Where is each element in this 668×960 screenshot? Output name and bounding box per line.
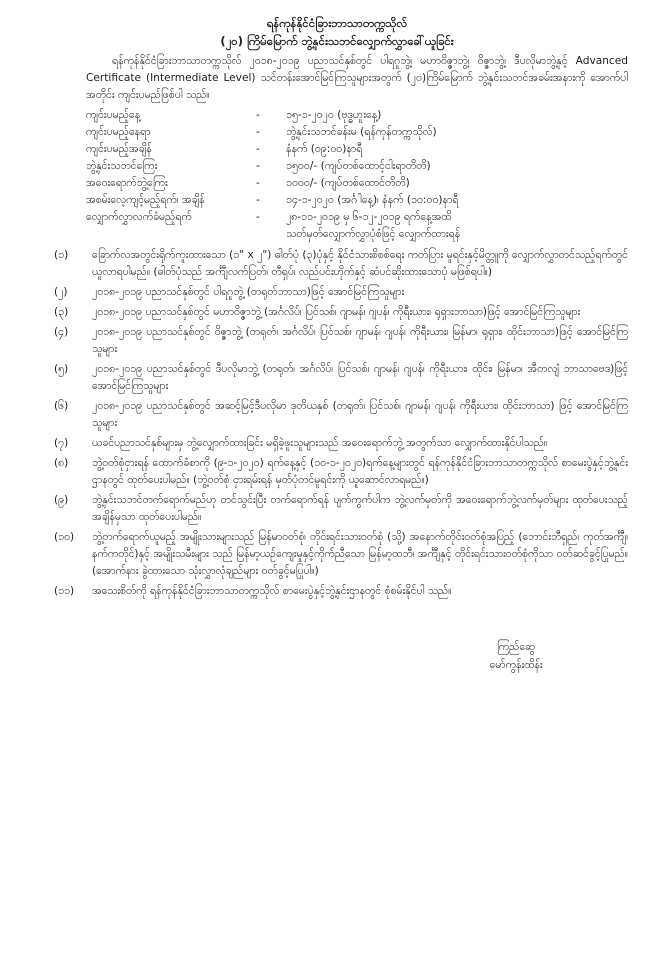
info-row [86,175,628,192]
info-row [86,158,628,175]
item-number: (၇) [54,437,69,449]
item-text: ၂၀၁၈-၂၀၁၉ ပညာသင်နှစ်တွင် ပါရဂူဘွဲ့ (တရုတ်ဘာသာ)ဖြင့် အောင်မြင်ကြသူများ [92,286,405,298]
info-dash: - [256,211,260,223]
info-list [86,107,628,243]
info-label: အဝေးရောက်ဘွဲ့ကြေး [86,177,168,189]
list-item [54,324,628,358]
list-item [54,455,628,489]
intro-paragraph: ရန်ကုန်နိုင်ငံခြားဘာသာတက္ကသိုလ် ၂၀၁၈-၂၀၁၉ ပညာသင်နှစ်တွင် ပါရဂူဘွဲ့၊ မဟာဝိဇ္ဇာဘွဲ့၊ ဝိဇ္ဇာဘွဲ့၊ ဒီပလိုမာဘွဲ့နှင့် Advanced Certificate (Intermediate Level) သင်တန်းအောင်မြင်ကြသူများအတွက် (၂၀)ကြိမ်မြောက် ဘွဲ့နှင်းသဘင်အခမ်းအနားကို အောက်ပါအတိုင်း ကျင်းပမည်ဖြစ်ပါ သည်။ [86,55,628,101]
info-label: အစမ်းလေ့ကျင့်မည့်ရက်၊ အချိန် [86,194,205,206]
item-number: (၂) [54,286,68,298]
info-dash: - [256,143,260,155]
info-dash: - [256,177,260,189]
info-value: ၁၅-၁-၂၀၂၀ (ဗုဒ္ဓဟူးနေ့) [286,109,382,121]
info-label: ကျင်းပမည့်နေ့ [86,109,141,121]
item-number: (၃) [54,306,69,318]
item-number: (၁၁) [54,585,75,597]
info-row [86,124,628,141]
item-text: ၂၀၁၈-၂၀၁၉ ပညာသင်နှစ်တွင် ဒီပလိုမာဘွဲ့ (တရုတ်၊ အင်္ဂလိပ်၊ ပြင်သစ်၊ ဂျာမန်၊ ဂျပန်၊ ကိုရီးယား၊ ထိုင်း၊ မြန်မာ၊ အီတလျံ ဘာသာဗေဒ)ဖြင့် အောင်မြင်ကြသူများ [92,363,628,392]
numbered-list [54,247,628,600]
info-label: ကျင်းပမည့်နေရာ [86,126,151,138]
item-number: (၄) [54,326,69,338]
list-item [54,284,628,301]
list-item [54,247,628,281]
info-value: ၂၈-၁၁-၂၀၁၉ မှ ၆-၁၂-၂၀၁၉ ရက်နေ့အထိ [286,211,452,223]
list-item [54,304,628,321]
item-text: ၂၀၁၈-၂၀၁၉ ပညာသင်နှစ်တွင် အဆင့်မြင့်ဒီပလိုမာ ဒုတိယနှစ် (တရုတ်၊ ပြင်သစ်၊ ဂျာမန်၊ ဂျပန်၊ ကိုရီးယား၊ ထိုင်းဘာသာ) ဖြင့် အောင်မြင်ကြသူများ [92,400,628,429]
list-item [54,361,628,395]
item-number: (၉) [54,494,69,506]
item-text: ယခင်ပညာသင်နှစ်များမှ ဘွဲ့လျှောက်ထားခြင်း မရှိခဲ့ဖူးသူများသည် အဝေးရောက်ဘွဲ့ အတွက်သာ လျှောက်ထားနိုင်ပါသည်။ [92,437,548,449]
info-dash: - [256,109,260,121]
item-text: ခြောက်လအတွင်းရိုက်ကူးထားသော (၁" x ၂") ဓါတ်ပုံ (၃)ပုံနှင့် နိုင်ငံသားစိစစ်ရေး ကတ်ပြား မူရင်းနှင့်မိတ္တူကို လျှောက်လွှာတင်သည့်ရက်တွင် ယူလာရပါမည်။ (ဓါတ်ပုံသည် အင်္ကျီလက်ပြတ်၊ တီရှပ်၊ လည်ပင်းဟိုက်နှင့် ဆံပင်ဆိုးထားသောပုံ မဖြစ်ရပါ။) [92,249,628,278]
info-row [86,107,628,124]
info-value: ၁၅၀၀/- (ကျပ်တစ်ထောင့်ငါးရာတိတိ) [286,160,431,172]
document-title-convocation: (၂၀) ကြိမ်မြောက် ဘွဲ့နှင်းသဘင်လျှောက်လွှာခေါ်ယူခြင်း [220,34,454,48]
item-text: ဘွဲ့နှင်းသဘင်တက်ရောက်မည်ဟု တင်သွင်းပြီး တက်ရောက်ရန် ပျက်ကွက်ပါက ဘွဲ့လက်မှတ်ကို အဝေးရောက်ဘွဲ့လက်မှတ်များ ထုတ်ပေးသည့်အချိန်မှသာ ထုတ်ပေးပါမည်။ [92,494,628,523]
info-row [86,209,628,226]
info-label: လျှောက်လွှာလက်ခံမည့်ရက် [86,211,192,223]
item-text: ၂၀၁၈-၂၀၁၉ ပညာသင်နှစ်တွင် ဝိဇ္ဇာဘွဲ့ (တရုတ်၊ အင်္ဂလိပ်၊ ပြင်သစ်၊ ဂျာမန်၊ ဂျပန်၊ ကိုရီးယား၊ မြန်မာ၊ ရုရှား၊ ထိုင်းဘာသာ)ဖြင့် အောင်မြင်ကြသူများ [92,326,628,355]
list-item [54,492,628,526]
list-item [54,529,628,580]
info-value: ၁၀၀၀/- (ကျပ်တစ်ထောင်တိတိ) [286,177,410,189]
item-text: ဘွဲ့တက်ရောက်ယူမည့် အမျိုးသားများသည် မြန်မာဝတ်စုံ၊ တိုင်းရင်းသားဝတ်စုံ (သို့) အနောက်တိုင်းဝတ်စုံအပြည့် (ဘောင်းဘီရှည်၊ ကုတ်အင်္ကျီ၊ နက်ကတိုင်)နှင့် အမျိုးသမီးများ သည် မြန်မာ့ယဉ်ကျေးမှုနှင့်ကိုက်ညီသော မြန်မာ့ထဘီ၊ အင်္ကျီနှင့် တိုင်းရင်းသားဝတ်စုံကိုသာ ဝတ်ဆင်ခွင့်ပြုမည်။ (အောက်နား ခွဲထားသော သုံးလွှာလုံချည်များ ဝတ်ခွင့်မပြုပါ။) [92,531,628,577]
info-value: နံနက် (၀၉:၀၀)နာရီ [286,143,363,155]
info-value: ဘွဲ့နှင်းသဘင်ခန်းမ (ရန်ကုန်တက္ကသိုလ်) [286,126,437,138]
item-number: (၁) [54,249,69,261]
info-continuation: သတ်မှတ်လျှောက်လွှာပုံစံဖြင့် လျှောက်ထားရန် [286,228,461,240]
info-row [86,141,628,158]
info-value: ၁၄-၁-၂၀၂၀ (အင်္ဂါနေ့)၊ နံနက် (၁၀:၀၀)နာရီ [286,194,459,206]
item-text: ၂၀၁၈-၂၀၁၉ ပညာသင်နှစ်တွင် မဟာဝိဇ္ဇာဘွဲ့ (အင်္ဂလိပ်၊ ပြင်သစ်၊ ဂျာမန်၊ ဂျပန်၊ ကိုရီးယား၊ ရုရှားဘာသာ)ဖြင့် အောင်မြင်ကြသူများ [92,306,581,318]
list-item [54,398,628,432]
info-label: ဘွဲ့နှင်းသဘင်ကြေး [86,160,158,172]
info-dash: - [256,160,260,172]
list-item [54,435,628,452]
info-dash: - [256,194,260,206]
signature-block [446,638,586,674]
item-number: (၅) [54,363,69,375]
info-dash: - [256,126,260,138]
document-title-university: ရန်ကုန်နိုင်ငံခြားဘာသာတက္ကသိုလ် [266,16,408,30]
signatory-title: မော်ကွန်းထိန်း [489,659,543,671]
info-row [86,192,628,209]
item-number: (၁၀) [54,531,75,543]
item-number: (၆) [54,400,69,412]
list-item [54,583,628,600]
info-label: ကျင်းပမည့်အချိန် [86,143,152,155]
item-text: အသေးစိတ်ကို ရန်ကုန်နိုင်ငံခြားဘာသာတက္ကသိုလ် စာမေးပွဲနှင့်ဘွဲ့နှင်းဌာနတွင် စုံစမ်းနိုင်ပါ သည်။ [92,585,452,597]
item-text: ဘွဲ့ဝတ်စုံငှားရန် ထောက်ခံစာကို (၉-၁-၂၀၂၀) ရက်နေ့နှင့် (၁၀-၁-၂၀၂၀)ရက်နေ့များတွင် ရန်ကုန်နိုင်ငံခြားဘာသာတက္ကသိုလ် စာမေးပွဲနှင့်ဘွဲ့နှင်းဌာနတွင် ထုတ်ပေးပါမည်။ (ဘွဲ့ဝတ်စုံ ငှားရမ်းရန် မှတ်ပုံတင်မူရင်းကို ယူဆောင်လာရမည်။) [92,457,628,486]
item-number: (၈) [54,457,69,469]
signatory-name: ကြည်ဆွေ [497,641,535,653]
